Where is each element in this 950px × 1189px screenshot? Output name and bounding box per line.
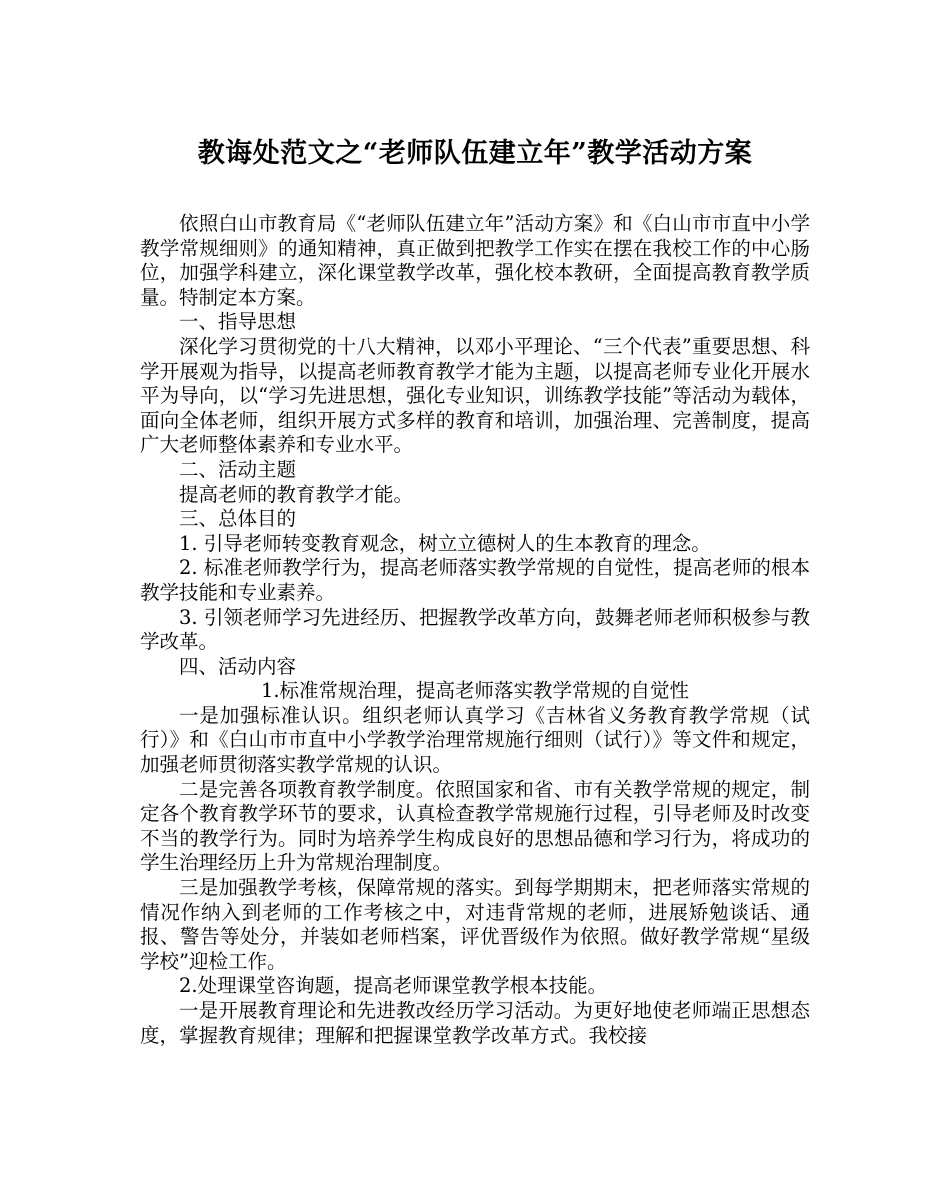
- goal-item-3: 3. 引领老师学习先进经历、把握教学改革方向，鼓舞老师老师积极参与教学改革。: [140, 605, 810, 654]
- goal-item-2: 2. 标准老师教学行为，提高老师落实教学常规的自觉性，提高老师的根本教学技能和专业素养。: [140, 556, 810, 604]
- content-paragraph-4: 一是开展教育理论和先进教改经历学习活动。为更好地使老师端正思想态度，掌握教育规律；理解和把握课堂教学改革方式。我校接: [140, 999, 810, 1047]
- section-heading-overall-goal: 三、总体目的: [179, 507, 297, 531]
- guiding-thought-paragraph: 深化学习贯彻党的十八大精神，以邓小平理论、“三个代表”重要思想、科学开展观为指导，以提高老师教育教学才能为主题，以提高老师专业化开展水平为导向，以“学习先进思想，强化专业知识，训练教学技能”等活动为载体，面向全体老师，组织开展方式多样的教育和培训，加强治理、完善制度，提高广大老师整体素养和专业水平。: [140, 334, 810, 457]
- goal-item-1: 1. 引导老师转变教育观念，树立立德树人的生本教育的理念。: [179, 531, 711, 555]
- subsection-heading-1: 1.标准常规治理，提高老师落实教学常规的自觉性: [260, 679, 690, 703]
- document-title: 教诲处范文之“老师队伍建立年”教学活动方案: [197, 138, 753, 169]
- document-body: [140, 212, 810, 1048]
- section-heading-guiding-thought: 一、指导思想: [179, 310, 297, 334]
- subsection-heading-2: 2.处理课堂咨询题，提高老师课堂教学根本技能。: [179, 974, 608, 998]
- content-paragraph-1: 一是加强标准认识。组织老师认真学习《吉林省义务教育教学常规（试行）》和《白山市市直中小学教学治理常规施行细则（试行）》等文件和规定，加强老师贯彻落实教学常规的认识。: [140, 703, 810, 777]
- content-paragraph-2: 二是完善各项教育教学制度。依照国家和省、市有关教学常规的规定，制定各个教育教学环节的要求，认真检查教学常规施行过程，引导老师及时改变不当的教学行为。同时为培养学生构成良好的思想品德和学习行为，将成功的学生治理经历上升为常规治理制度。: [140, 777, 810, 875]
- section-heading-activity-theme: 二、活动主题: [179, 457, 297, 481]
- content-paragraph-3: 三是加强教学考核，保障常规的落实。到每学期期末，把老师落实常规的情况作纳入到老师的工作考核之中，对违背常规的老师，进展矫勉谈话、通报、警告等处分，并装如老师档案，评优晋级作为依照。做好教学常规“星级学校”迎检工作。: [140, 876, 810, 973]
- section-heading-activity-content: 四、活动内容: [179, 654, 297, 678]
- activity-theme-paragraph: 提高老师的教育教学才能。: [179, 482, 414, 506]
- intro-paragraph: 依照白山市教育局《“老师队伍建立年”活动方案》和《白山市市直中小学教学常规细则》的通知精神，真正做到把教学工作实在摆在我校工作的中心肠位，加强学科建立，深化课堂教学改革，强化校本教研，全面提高教育教学质量。特制定本方案。: [140, 212, 810, 309]
